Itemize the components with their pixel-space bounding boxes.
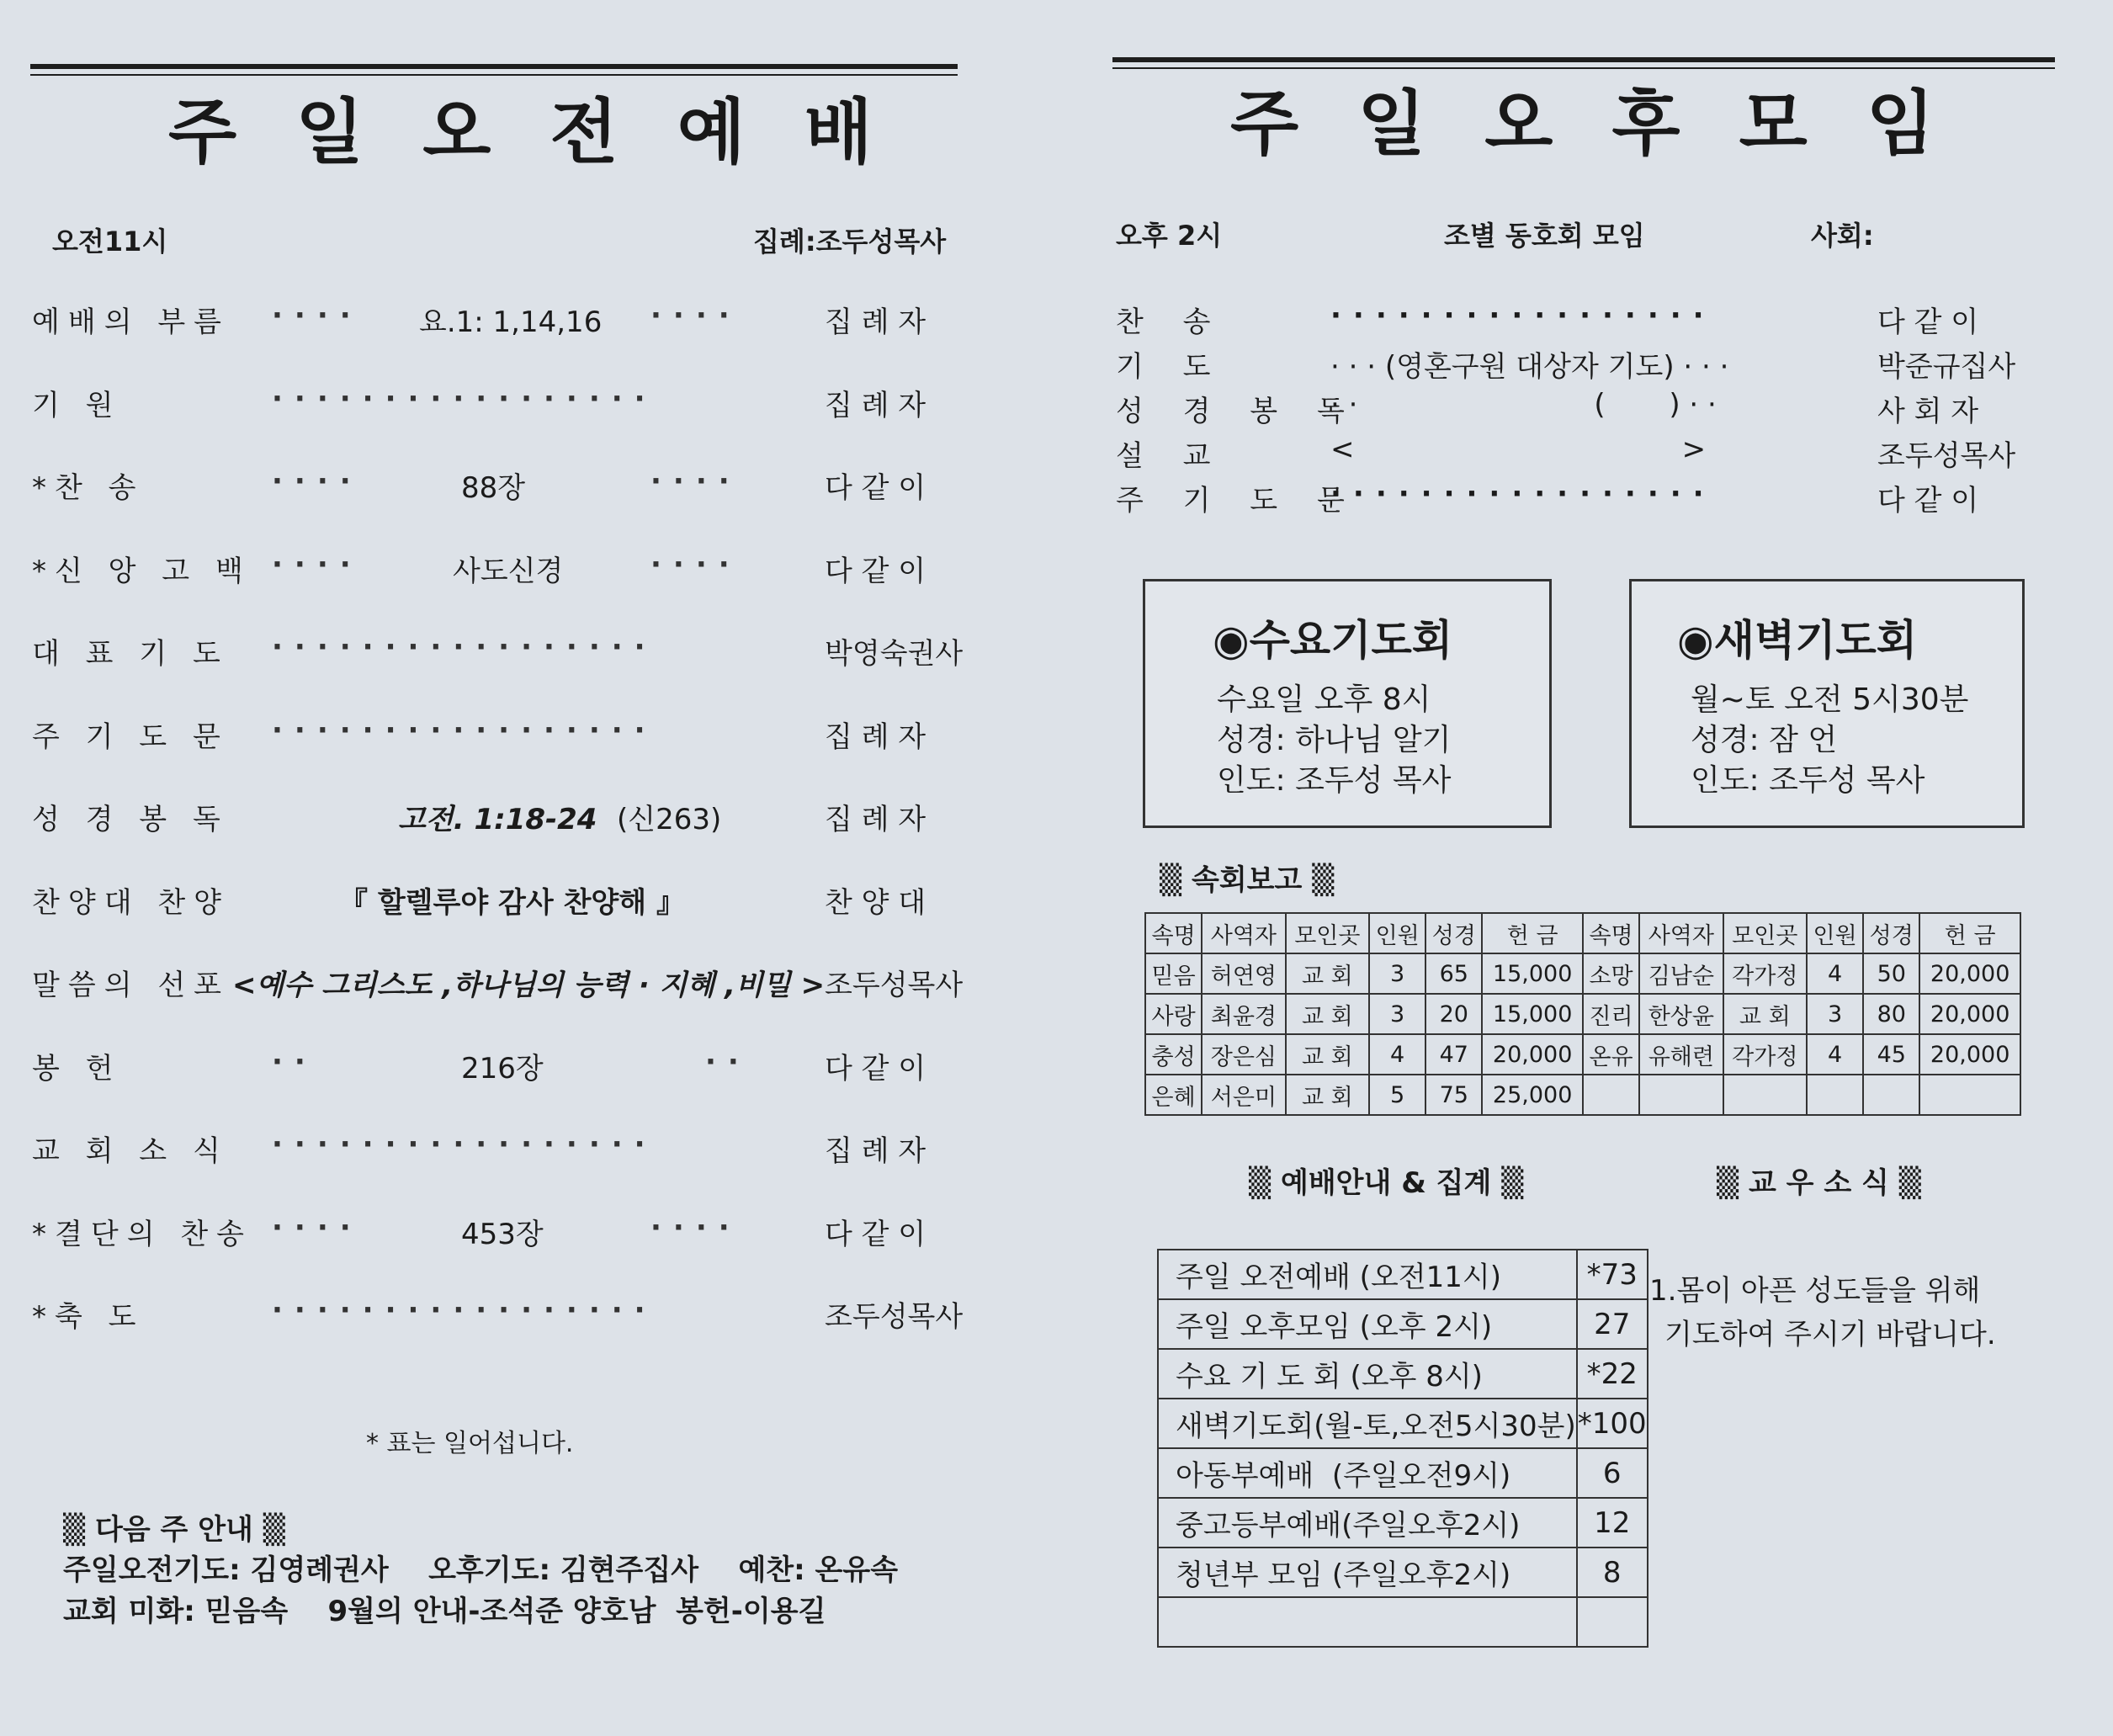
dawn-prayer-title: ◉새벽기도회 (1677, 616, 1918, 665)
service-item-label: 교 회 소 식 (32, 1134, 229, 1168)
attendance-count: 12 (1577, 1498, 1648, 1548)
report-cell (1639, 1075, 1723, 1115)
service-row (32, 879, 974, 930)
report-cell: 4 (1807, 953, 1863, 994)
leader-dots: ················· (272, 1128, 657, 1161)
afternoon-item-label: 설 교 (1116, 439, 1226, 473)
leader-dots: ················· (272, 713, 657, 747)
report-cell (1723, 1075, 1807, 1115)
afternoon-row (1116, 388, 2058, 432)
service-item-detail: 453장 (461, 1217, 544, 1251)
service-row (32, 1293, 974, 1344)
report-cell: 은혜 (1145, 1075, 1202, 1115)
report-cell: 50 (1863, 953, 1919, 994)
report-cell: 유해련 (1639, 1034, 1723, 1075)
service-item-label: 성 경 봉 독 (32, 803, 229, 836)
wednesday-prayer-leader: 인도: 조두성 목사 (1217, 763, 1452, 798)
wednesday-prayer-scripture: 성경: 하나님 알기 (1217, 723, 1452, 757)
report-header-cell: 헌 금 (1482, 913, 1583, 953)
service-item-leader: 집 례 자 (825, 719, 926, 754)
attendance-row (1158, 1448, 1648, 1498)
scripture-reading: 고전. 1:18-24 (398, 803, 597, 836)
service-item-leader: 조두성목사 (825, 969, 964, 1002)
attendance-service-name: 아동부예배 (주일오전9시) (1158, 1448, 1577, 1498)
leader-dots: ···· (650, 299, 741, 332)
report-header-cell: 모인곳 (1723, 913, 1807, 953)
report-cell (1583, 1075, 1639, 1115)
leader-dots: ················· (1330, 477, 1716, 511)
report-cell: 75 (1425, 1075, 1482, 1115)
service-row (32, 962, 974, 1012)
report-cell: 김남순 (1639, 953, 1723, 994)
service-row (32, 1045, 974, 1096)
afternoon-row (1116, 433, 2058, 476)
attendance-row (1158, 1548, 1648, 1597)
service-row (32, 299, 974, 349)
service-row (32, 548, 974, 598)
report-header-cell: 사역자 (1202, 913, 1285, 953)
afternoon-row (1116, 343, 2058, 387)
report-row (1145, 953, 2020, 994)
report-cell: 한상윤 (1639, 994, 1723, 1034)
next-week-line-1: 주일오전기도: 김영례권사 오후기도: 김현주집사 예찬: 온유속 (63, 1553, 899, 1587)
service-item-label: *축 도 (32, 1300, 145, 1334)
report-cell: 온유 (1583, 1034, 1639, 1075)
service-row (32, 382, 974, 433)
leader-dots: ·· (272, 1044, 317, 1079)
attendance-count (1577, 1597, 1648, 1647)
report-cell: 각가정 (1723, 1034, 1807, 1075)
service-item-label: 말씀의 선포 (32, 969, 231, 1002)
hymnal-reference: (신263) (617, 803, 722, 836)
attendance-service-name: 주일 오전예배 (오전11시) (1158, 1250, 1577, 1299)
afternoon-item-label: 찬 송 (1116, 305, 1226, 339)
leader-dots: ················· (272, 1293, 657, 1327)
service-item-label: 예배의 부름 (32, 305, 231, 339)
sermon-title: <예수 그리스도 ,하나님의 능력 · 지혜 ,비밀 > (232, 969, 826, 1002)
attendance-service-name: 청년부 모임 (주일오후2시) (1158, 1548, 1577, 1597)
leader-dots: ···· (650, 1210, 741, 1245)
service-row (32, 1128, 974, 1178)
leader-dots: ················· (272, 381, 657, 416)
report-cell: 교 회 (1723, 994, 1807, 1034)
morning-service-leader: 집례:조두성목사 (753, 226, 947, 257)
service-item-leader: 박영숙권사 (825, 637, 964, 671)
attendance-row (1158, 1498, 1648, 1548)
attendance-service-name: 주일 오후모임 (오후 2시) (1158, 1299, 1577, 1349)
report-header-cell: 성경 (1863, 913, 1919, 953)
attendance-row (1158, 1299, 1648, 1349)
leader-dots: ·· (705, 1044, 751, 1079)
report-cell: 80 (1863, 994, 1919, 1034)
report-cell: 20,000 (1919, 953, 2020, 994)
afternoon-item-label: 성 경 봉 독 (1116, 395, 1360, 428)
service-item-detail: 요.1: 1,14,16 (419, 305, 603, 339)
service-item-label: 대 표 기 도 (32, 637, 229, 671)
dawn-prayer-leader: 인도: 조두성 목사 (1691, 763, 1925, 798)
report-cell: 3 (1369, 994, 1425, 1034)
afternoon-item-label: 기 도 (1116, 350, 1226, 384)
report-cell: 20,000 (1482, 1034, 1583, 1075)
report-cell: 진리 (1583, 994, 1639, 1034)
afternoon-item-leader: 다 같 이 (1877, 484, 1979, 518)
report-cell: 사랑 (1145, 994, 1202, 1034)
service-item-label: *찬 송 (32, 471, 145, 505)
attendance-service-name: 새벽기도회(월-토,오전5시30분) (1158, 1399, 1577, 1448)
next-week-heading: ▒ 다음 주 안내 ▒ (63, 1513, 285, 1547)
service-item-detail: 88장 (461, 471, 526, 505)
service-item-label: 찬양대 찬양 (32, 885, 231, 920)
report-cell: 충성 (1145, 1034, 1202, 1075)
attendance-row (1158, 1597, 1648, 1647)
service-row (32, 1211, 974, 1261)
report-cell: 믿음 (1145, 953, 1202, 994)
report-cell: 교 회 (1286, 994, 1369, 1034)
afternoon-item-leader: 다 같 이 (1877, 305, 1979, 339)
report-cell: 45 (1863, 1034, 1919, 1075)
right-page-title: 주일오후모임 (1230, 82, 1994, 165)
service-row (32, 714, 974, 764)
report-cell (1863, 1075, 1919, 1115)
report-header-cell: 성경 (1425, 913, 1482, 953)
report-cell (1919, 1075, 2020, 1115)
report-cell: 허연영 (1202, 953, 1285, 994)
cell-report-table (1144, 912, 2021, 1116)
report-cell: 5 (1369, 1075, 1425, 1115)
report-cell: 교 회 (1286, 1034, 1369, 1075)
report-row (1145, 1075, 2020, 1115)
report-row (1145, 1034, 2020, 1075)
report-cell: 장은심 (1202, 1034, 1285, 1075)
service-row (32, 796, 974, 847)
dawn-prayer-time: 월~토 오전 5시30분 (1691, 682, 1969, 717)
service-row (32, 465, 974, 515)
report-cell: 4 (1807, 1034, 1863, 1075)
afternoon-time: 오후 2시 (1116, 220, 1223, 252)
service-item-label: *결단의 찬송 (32, 1217, 253, 1251)
anthem-title: 『 할렐루야 감사 찬양해 』 (339, 885, 685, 920)
report-row (1145, 994, 2020, 1034)
service-item-leader: 집 례 자 (825, 305, 926, 339)
afternoon-event: 조별 동호회 모임 (1444, 220, 1645, 252)
leader-dots: ···· (650, 547, 741, 581)
attendance-heading: ▒ 예배안내 & 집계 ▒ (1249, 1166, 1524, 1200)
report-cell: 각가정 (1723, 953, 1807, 994)
service-item-label: 기 원 (32, 388, 122, 422)
service-item-label: *신 앙 고 백 (32, 554, 252, 588)
attendance-row (1158, 1399, 1648, 1448)
wednesday-prayer-box (1143, 579, 1552, 828)
dawn-prayer-box (1629, 579, 2025, 828)
service-item-leader: 다 같 이 (825, 554, 926, 588)
afternoon-item-detail: · · · (영혼구원 대상자 기도) · · · (1330, 350, 1729, 384)
report-cell: 최윤경 (1202, 994, 1285, 1034)
report-header-cell: 사역자 (1639, 913, 1723, 953)
report-cell: 15,000 (1482, 953, 1583, 994)
report-header-cell: 모인곳 (1286, 913, 1369, 953)
leader-dots: ················· (1330, 299, 1716, 332)
attendance-service-name: 중고등부예배(주일오후2시) (1158, 1498, 1577, 1548)
report-cell: 소망 (1583, 953, 1639, 994)
attendance-count: *73 (1577, 1250, 1648, 1299)
report-header-cell: 인원 (1807, 913, 1863, 953)
report-cell: 교 회 (1286, 1075, 1369, 1115)
report-cell: 20,000 (1919, 1034, 2020, 1075)
wednesday-prayer-title: ◉수요기도회 (1213, 616, 1453, 665)
attendance-count: 6 (1577, 1448, 1648, 1498)
news-line-2: 기도하여 주시기 바랍니다. (1664, 1318, 1996, 1351)
attendance-row (1158, 1250, 1648, 1299)
news-line-1: 1.몸이 아픈 성도들을 위해 (1649, 1274, 1981, 1308)
leader-dots: ···· (272, 547, 363, 581)
afternoon-item-label: 주 기 도 문 (1116, 484, 1360, 518)
report-cell: 서은미 (1202, 1075, 1285, 1115)
service-item-leader: 다 같 이 (825, 1217, 926, 1251)
report-header-cell: 인원 (1369, 913, 1425, 953)
report-cell: 3 (1369, 953, 1425, 994)
morning-service-time: 오전11시 (52, 226, 168, 257)
service-item-label: 봉 헌 (32, 1051, 122, 1086)
report-cell: 3 (1807, 994, 1863, 1034)
dawn-prayer-scripture: 성경: 잠 언 (1691, 723, 1838, 757)
afternoon-item-leader: 조두성목사 (1877, 439, 2016, 473)
leader-dots: ···· (650, 465, 741, 498)
attendance-service-name (1158, 1597, 1577, 1647)
afternoon-row (1116, 299, 2058, 342)
service-item-leader: 다 같 이 (825, 1051, 926, 1086)
service-item-detail: 사도신경 (453, 554, 564, 588)
left-page-title: 주일오전예배 (168, 91, 932, 173)
service-item-leader: 집 례 자 (825, 1134, 926, 1168)
service-item-label: 주 기 도 문 (32, 719, 229, 754)
report-cell: 15,000 (1482, 994, 1583, 1034)
afternoon-item-detail: < > (1330, 433, 1707, 466)
service-item-leader: 집 례 자 (825, 388, 926, 422)
report-header-cell: 헌 금 (1919, 913, 2020, 953)
afternoon-item-leader: 박준규집사 (1877, 350, 2016, 384)
report-cell: 20,000 (1919, 994, 2020, 1034)
attendance-row (1158, 1349, 1648, 1399)
wednesday-prayer-time: 수요일 오후 8시 (1217, 682, 1431, 717)
attendance-count: 8 (1577, 1548, 1648, 1597)
standing-note: * 표는 일어섭니다. (366, 1429, 574, 1458)
service-item-detail: 216장 (461, 1051, 544, 1086)
report-cell: 25,000 (1482, 1075, 1583, 1115)
service-item-leader: 다 같 이 (825, 471, 926, 505)
cell-report-heading: ▒ 속회보고 ▒ (1160, 863, 1335, 897)
leader-dots: ···· (272, 299, 363, 332)
news-heading: ▒ 교 우 소 식 ▒ (1717, 1166, 1921, 1200)
leader-dots: ···· (272, 1210, 363, 1245)
afternoon-host: 사회: (1811, 220, 1874, 252)
service-item-leader: 찬 양 대 (825, 885, 926, 920)
report-header-cell: 속명 (1145, 913, 1202, 953)
afternoon-item-leader: 사 회 자 (1877, 395, 1979, 428)
afternoon-row (1116, 477, 2058, 521)
report-cell (1807, 1075, 1863, 1115)
afternoon-item-detail: · · ( ) · · (1330, 388, 1717, 422)
report-cell: 4 (1369, 1034, 1425, 1075)
attendance-count: *22 (1577, 1349, 1648, 1399)
report-header-row (1145, 913, 2020, 953)
left-title-rule (30, 64, 958, 69)
leader-dots: ················· (272, 630, 657, 664)
report-cell: 20 (1425, 994, 1482, 1034)
next-week-line-2: 교회 미화: 믿음속 9월의 안내-조석준 양호남 봉헌-이용길 (63, 1595, 826, 1628)
service-item-leader: 집 례 자 (825, 803, 926, 836)
report-cell: 47 (1425, 1034, 1482, 1075)
report-cell: 65 (1425, 953, 1482, 994)
attendance-count: 27 (1577, 1299, 1648, 1349)
report-cell: 교 회 (1286, 953, 1369, 994)
attendance-count: *100 (1577, 1399, 1648, 1448)
service-row (32, 630, 974, 681)
leader-dots: ···· (272, 465, 363, 498)
service-item-leader: 조두성목사 (825, 1300, 964, 1334)
right-title-rule (1112, 57, 2055, 62)
attendance-table (1157, 1249, 1648, 1648)
report-header-cell: 속명 (1583, 913, 1639, 953)
attendance-service-name: 수요 기 도 회 (오후 8시) (1158, 1349, 1577, 1399)
